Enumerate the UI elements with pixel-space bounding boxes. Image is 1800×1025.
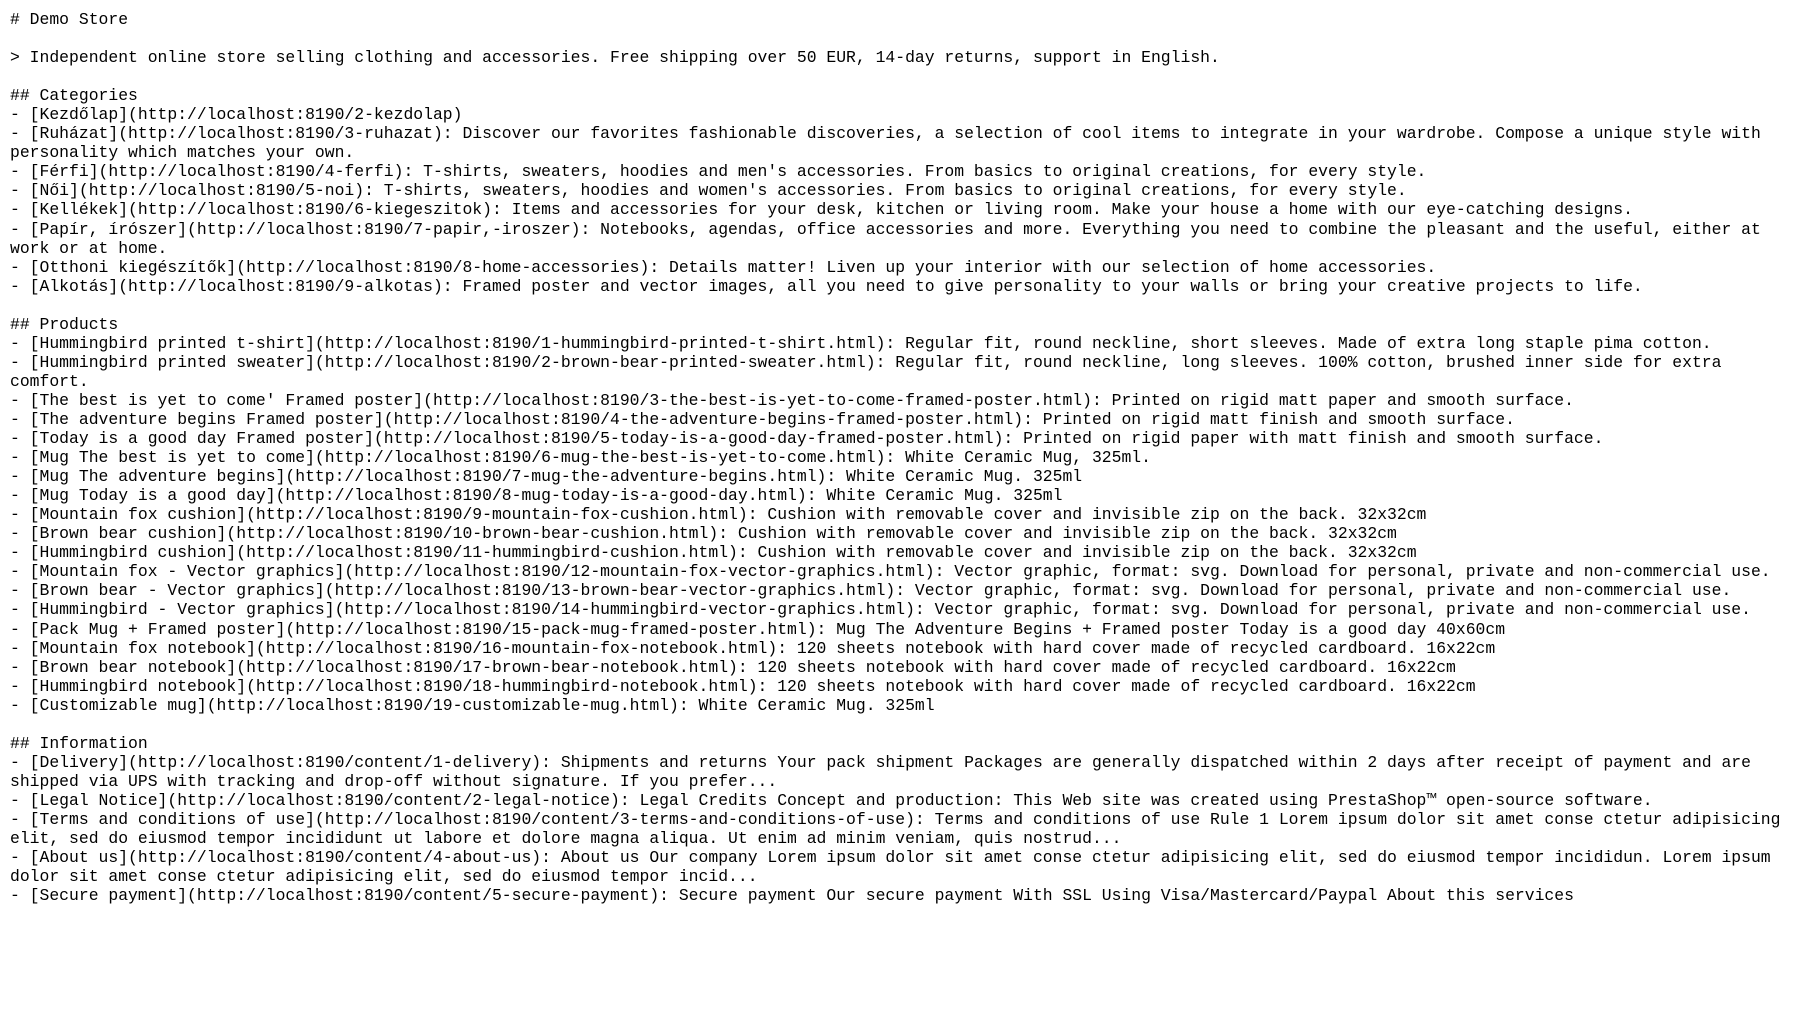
information-item[interactable]: - [Delivery](http://localhost:8190/content/1-delivery): Shipments and returns Your pack shipment Packages are generally dispatched within 2 days after receipt of payment and are shipped via UPS with tracking and drop-off without signature. If you prefer... (10, 752, 1761, 791)
product-item[interactable]: - [Mountain fox notebook](http://localhost:8190/16-mountain-fox-notebook.html): 120 sheets notebook with hard cover made of recycled cardboard. 16x22cm (10, 638, 1496, 658)
product-item[interactable]: - [Today is a good day Framed poster](http://localhost:8190/5-today-is-a-good-day-framed-poster.html): Printed on rigid paper with matt finish and smooth surface. (10, 429, 1604, 449)
product-item[interactable]: - [The best is yet to come' Framed poster](http://localhost:8190/3-the-best-is-yet-to-come-framed-poster.html): Printed on rigid matt paper and smooth surface. (10, 390, 1574, 410)
category-item[interactable]: - [Női](http://localhost:8190/5-noi): T-shirts, sweaters, hoodies and women's accessories. From basics to original creations, for every style. (10, 181, 1407, 201)
information-item[interactable]: - [Terms and conditions of use](http://localhost:8190/content/3-terms-and-conditions-of-use): Terms and conditions of use Rule 1 Lorem ipsum dolor sit amet conse ctetur adipisicing elit, sed do eiusmod tempor incididunt ut labore et dolore magna aliqua. Ut enim ad minim veniam, quis nostrud... (10, 809, 1791, 849)
category-item[interactable]: - [Otthoni kiegészítők](http://localhost:8190/8-home-accessories): Details matter! Liven up your interior with our selection of home accessories. (10, 257, 1437, 277)
category-item[interactable]: - [Kellékek](http://localhost:8190/6-kiegeszitok): Items and accessories for your desk, kitchen or living room. Make your house a home with our eye-catching designs. (10, 200, 1633, 220)
product-item[interactable]: - [Mug Today is a good day](http://localhost:8190/8-mug-today-is-a-good-day.html): White Ceramic Mug. 325ml (10, 486, 1063, 506)
information-item[interactable]: - [About us](http://localhost:8190/content/4-about-us): About us Our company Lorem ipsum dolor sit amet conse ctetur adipisicing elit, sed do eiusmod tempor incididun. Lorem ipsum dolor sit amet conse ctetur adipisicing elit, sed do eiusmod tempor incid... (10, 848, 1781, 887)
product-item[interactable]: - [The adventure begins Framed poster](http://localhost:8190/4-the-adventure-begins-framed-poster.html): Printed on rigid matt finish and smooth surface. (10, 409, 1515, 429)
product-item[interactable]: - [Mug The best is yet to come](http://localhost:8190/6-mug-the-best-is-yet-to-come.html): White Ceramic Mug, 325ml. (10, 448, 1151, 468)
store-tagline: > Independent online store selling clothing and accessories. Free shipping over 50 EUR, 14-day returns, support in English. (10, 48, 1220, 68)
information-item[interactable]: - [Legal Notice](http://localhost:8190/content/2-legal-notice): Legal Credits Concept and production: This Web site was created using PrestaShop™ open-source software. (10, 790, 1653, 810)
product-item[interactable]: - [Mountain fox cushion](http://localhost:8190/9-mountain-fox-cushion.html): Cushion with removable cover and invisible zip on the back. 32x32cm (10, 505, 1427, 525)
categories-heading: ## Categories (10, 86, 138, 106)
product-item[interactable]: - [Brown bear - Vector graphics](http://localhost:8190/13-brown-bear-vector-graphics.html): Vector graphic, format: svg. Download for personal, private and non-commercial use. (10, 581, 1732, 601)
product-item[interactable]: - [Customizable mug](http://localhost:8190/19-customizable-mug.html): White Ceramic Mug. 325ml (10, 695, 935, 715)
product-item[interactable]: - [Brown bear notebook](http://localhost:8190/17-brown-bear-notebook.html): 120 sheets notebook with hard cover made of recycled cardboard. 16x22cm (10, 657, 1456, 677)
product-item[interactable]: - [Hummingbird notebook](http://localhost:8190/18-hummingbird-notebook.html): 120 sheets notebook with hard cover made of recycled cardboard. 16x22cm (10, 676, 1476, 696)
category-item[interactable]: - [Férfi](http://localhost:8190/4-ferfi): T-shirts, sweaters, hoodies and men's accessories. From basics to original creations, for every style. (10, 162, 1427, 182)
product-item[interactable]: - [Brown bear cushion](http://localhost:8190/10-brown-bear-cushion.html): Cushion with removable cover and invisible zip on the back. 32x32cm (10, 524, 1397, 544)
information-item[interactable]: - [Secure payment](http://localhost:8190/content/5-secure-payment): Secure payment Our secure payment With SSL Using Visa/Mastercard/Paypal About this services (10, 886, 1574, 906)
category-item[interactable]: - [Kezdőlap](http://localhost:8190/2-kezdolap) (10, 105, 463, 125)
information-heading: ## Information (10, 733, 148, 753)
products-heading: ## Products (10, 314, 119, 334)
product-item[interactable]: - [Mountain fox - Vector graphics](http://localhost:8190/12-mountain-fox-vector-graphics.html): Vector graphic, format: svg. Download for personal, private and non-commercial use. (10, 562, 1771, 582)
product-item[interactable]: - [Pack Mug + Framed poster](http://localhost:8190/15-pack-mug-framed-poster.html): Mug The Adventure Begins + Framed poster Today is a good day 40x60cm (10, 619, 1506, 639)
category-item[interactable]: - [Papír, írószer](http://localhost:8190/7-papir,-iroszer): Notebooks, agendas, office accessories and more. Everything you need to combine the pleasant and the useful, either at work or at home. (10, 219, 1771, 258)
product-item[interactable]: - [Hummingbird cushion](http://localhost:8190/11-hummingbird-cushion.html): Cushion with removable cover and invisible zip on the back. 32x32cm (10, 543, 1417, 563)
product-item[interactable]: - [Hummingbird printed t-shirt](http://localhost:8190/1-hummingbird-printed-t-shirt.html): Regular fit, round neckline, short sleeves. Made of extra long staple pima cotton. (10, 333, 1712, 353)
product-item[interactable]: - [Mug The adventure begins](http://localhost:8190/7-mug-the-adventure-begins.html): White Ceramic Mug. 325ml (10, 467, 1083, 487)
product-item[interactable]: - [Hummingbird - Vector graphics](http://localhost:8190/14-hummingbird-vector-graphics.html): Vector graphic, format: svg. Download for personal, private and non-commercial use. (10, 600, 1751, 620)
category-item[interactable]: - [Alkotás](http://localhost:8190/9-alkotas): Framed poster and vector images, all you need to give personality to your walls or bring your creative projects to life. (10, 276, 1643, 296)
product-item[interactable]: - [Hummingbird printed sweater](http://localhost:8190/2-brown-bear-printed-sweater.html): Regular fit, round neckline, long sleeves. 100% cotton, brushed inner side for extra comfort. (10, 352, 1732, 391)
category-item[interactable]: - [Ruházat](http://localhost:8190/3-ruhazat): Discover our favorites fashionable discoveries, a selection of cool items to integrate in your wardrobe. Compose a unique style with personality which matches your own. (10, 124, 1771, 163)
store-title: # Demo Store (10, 10, 129, 29)
